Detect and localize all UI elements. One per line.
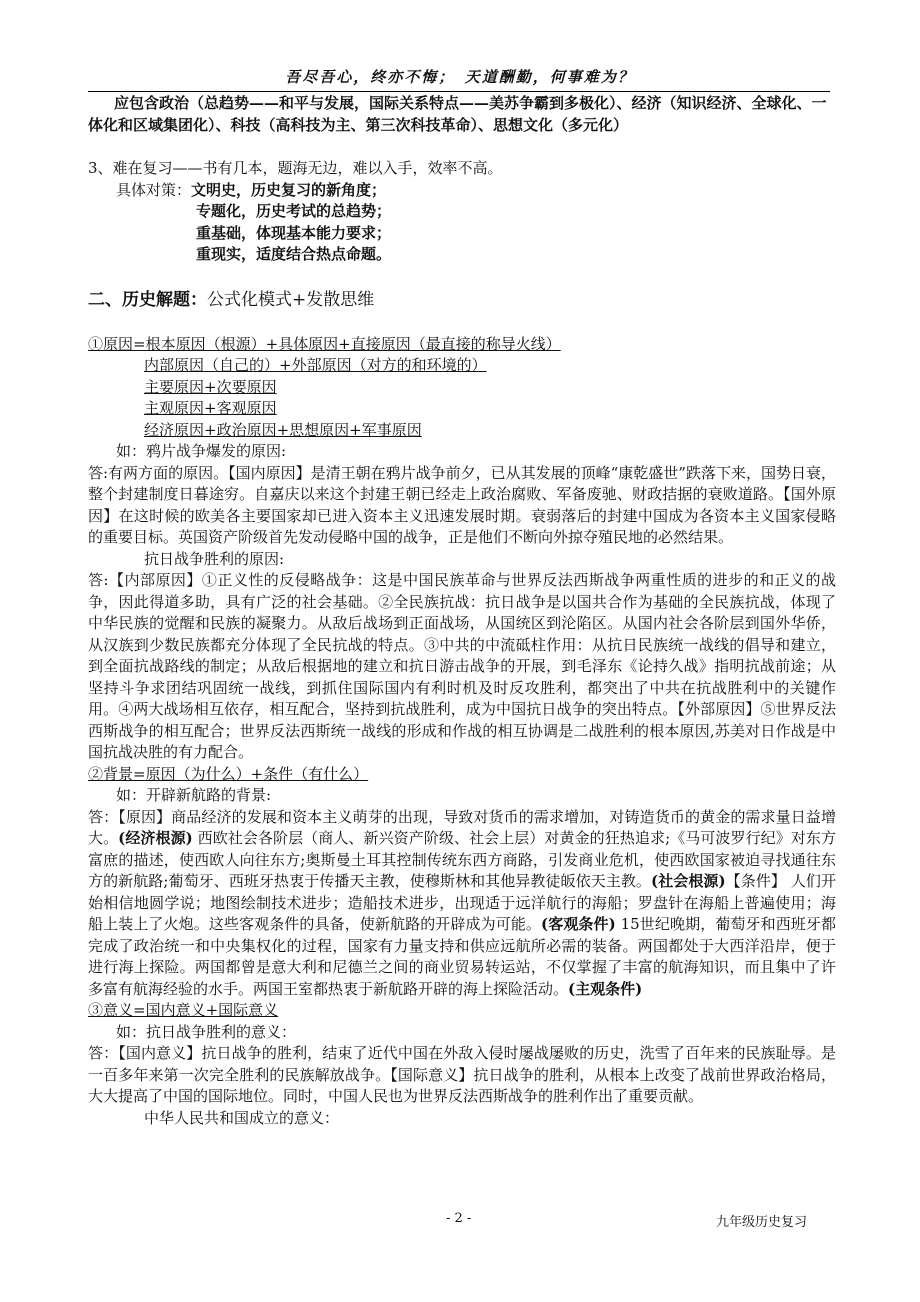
strategy-item: 重基础，体现基本能力要求；	[196, 223, 392, 242]
intro-paragraph: 应包含政治（总趋势——和平与发展，国际关系特点——美苏争霸到多极化）、经济（知识经济、全球化、一体化和区域集团化）、科技（高科技为主、第三次科技革命）、思想文化（多元化）	[88, 94, 827, 134]
section-heading-bold: 二、历史解题：	[88, 289, 207, 310]
difficulty-row-1	[88, 180, 836, 202]
significance-formula: ③意义=国内意义+国际意义	[88, 1001, 279, 1019]
example-question: 如：开辟新航路的背景:	[116, 786, 272, 804]
example-question: 中华人民共和国成立的意义：	[144, 1108, 340, 1127]
cause-sub: 经济原因+政治原因+思想原因+军事原因	[144, 420, 422, 439]
section-heading	[88, 288, 836, 312]
background-answer: 答：【原因】商品经济的发展和资本主义萌芽的出现，导致对货币的需求增加，对铸造货币的黄金的需求量日益增大。(经济根源) 西欧社会各阶层（商人、新兴资产阶级、社会上层）对黄金的狂热追求;《马可波罗行纪》对东方富庶的描述，使西欧人向往东方;奥斯曼土耳其控制传统东西方商路，引发商业危机，使西欧国家被迫寻找通往东方的新航路;葡萄牙、西班牙热衷于传播天主教，使穆斯林和其他异教徒皈依天主教。(社会根源)【条件】 人们开始相信地圆学说；地图绘制技术进步；造船技术进步，出现适于远洋航行的海船；罗盘针在海船上普遍使用；海船上装上了火炮。这些客观条件的具备，使新航路的开辟成为可能。(客观条件) 15世纪晚期，葡萄牙和西班牙都完成了政治统一和中央集权化的过程，国家有力量支持和供应远航所必需的装备。两国都处于大西洋沿岸，便于进行海上探险。两国都曾是意大利和尼德兰之间的商业贸易转运站，不仅掌握了丰富的航海知识，而且集中了许多富有航海经验的水手。两国王室都热衷于新航路开辟的海上探险活动。(主观条件)	[88, 807, 836, 998]
example-answer: 答:有两方面的原因。【国内原因】是清王朝在鸦片战争前夕，已从其发展的顶峰“康乾盛世”跌落下来，国势日衰，整个封建制度日暮途穷。自嘉庆以来这个封建王朝已经走上政治腐败、军备废驰、财政拮据的衰败道路。【国外原因】在这时候的欧美各主要国家却已进入资本主义迅速发展时期。衰弱落后的封建中国成为各资本主义国家侵略的重要目标。英国资产阶级首先发动侵略中国的战争，正是他们不断向外掠夺殖民地的必然结果。	[88, 463, 836, 546]
difficulty-label: 具体对策：	[116, 180, 192, 199]
example-answer: 答：【国内意义】抗日战争的胜利，结束了近代中国在外敌入侵时屡战屡败的历史，洗雪了百年来的民族耻辱。是一百多年来第一次完全胜利的民族解放战争。【国际意义】抗日战争的胜利，从根本上改变了战前世界政治格局，大大提高了中国的国际地位。同时，中国人民也为世界反法西斯战争的胜利作出了重要贡献。	[88, 1044, 836, 1105]
footer-title: 九年级历史复习	[716, 1215, 808, 1230]
example-question: 抗日战争胜利的原因:	[144, 549, 285, 568]
cause-sub: 内部原因（自己的）+外部原因（对方的和环境的）	[144, 356, 487, 374]
strategy-item: 文明史，历史复习的新角度；	[191, 180, 387, 199]
strategy-item: 专题化，历史考试的总趋势；	[196, 202, 392, 220]
section-heading-rest: 公式化模式+发散思维	[207, 289, 375, 310]
main-content	[88, 93, 836, 1129]
example-question: 如：抗日战争胜利的意义：	[116, 1022, 297, 1041]
page-number: - 2 -	[446, 1211, 472, 1226]
difficulty-title: 3、难在复习——书有几本，题海无边，难以入手，效率不高。	[88, 159, 503, 177]
header-rule	[88, 91, 830, 92]
background-formula: ②背景=原因（为什么）+条件（有什么）	[88, 764, 369, 783]
example-answer: 答:【内部原因】①正义性的反侵略战争：这是中国民族革命与世界反法西斯战争两重性质的进步的和正义的战争，因此得道多助，具有广泛的社会基础。②全民族抗战：抗日战争是以国共合作为基础的全民族抗战，体现了中华民族的觉醒和民族的凝聚力。从敌后战场到正面战场，从国统区到沦陷区。从国内社会各阶层到国外华侨，从汉族到少数民族都充分体现了全民抗战的特点。③中共的中流砥柱作用：从抗日民族统一战线的倡导和建立，到全面抗战路线的制定；从敌后根据地的建立和抗日游击战争的开展，到毛泽东《论持久战》指明抗战前途；从坚持斗争求团结巩固统一战线，到抓住国际国内有利时机及时反攻胜利，都突出了中共在抗战胜利中的关键作用。④两大战场相互依存，相互配合，坚持到抗战胜利，成为中国抗日战争的突出特点。【外部原因】⑤世界反法西斯战争的相互配合；世界反法西斯统一战线的形成和作战的相互协调是二战胜利的根本原因,苏美对日作战是中国抗战决胜的有力配合。	[88, 571, 836, 761]
cause-formula: ①原因=根本原因（根源）+具体原因+直接原因（最直接的称导火线）	[88, 334, 561, 353]
strategy-item: 重现实，适度结合热点命题。	[196, 245, 392, 263]
header-motto: 吾尽吾心，终亦不悔； 天道酬勤，何事难为？	[285, 68, 635, 86]
cause-sub: 主要原因+次要原因	[144, 377, 277, 396]
cause-sub: 主观原因+客观原因	[144, 399, 277, 417]
example-question: 如：鸦片战争爆发的原因:	[116, 442, 287, 460]
